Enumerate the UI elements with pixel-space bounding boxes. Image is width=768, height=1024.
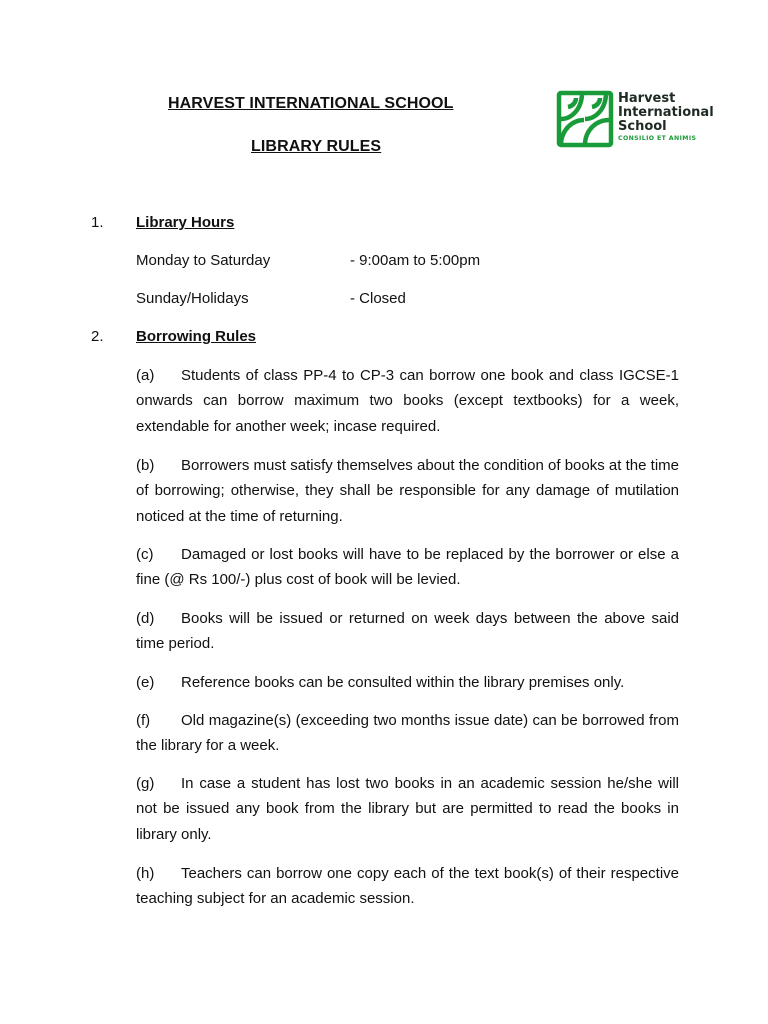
rule-paragraph	[136, 861, 679, 912]
rule-label: (b)	[136, 457, 155, 474]
hours-day-weekdays: Monday to Saturday	[136, 252, 271, 269]
logo-mark-icon	[556, 90, 614, 148]
school-name: HARVEST INTERNATIONAL SCHOOL	[168, 95, 454, 112]
logo-line-1: Harvest	[618, 91, 676, 106]
hours-day-holidays: Sunday/Holidays	[136, 290, 249, 307]
rule-text: Students of class PP-4 to CP-3 can borrow one book and class IGCSE-1 onwards can borrow maximum two books (except textbooks) for a week, extendable for another week; incase required.	[136, 367, 679, 435]
rule-label: (h)	[136, 865, 155, 882]
rule-text: In case a student has lost two books in an academic session he/she will not be issued any book from the library but are permitted to read the books in library only.	[136, 775, 679, 843]
school-logo	[556, 90, 736, 150]
hours-time-holidays: - Closed	[350, 290, 406, 307]
section-number: 1.	[91, 214, 104, 231]
rule-paragraph	[136, 670, 679, 695]
rule-label: (c)	[136, 546, 154, 563]
rule-text: Books will be issued or returned on week days between the above said time period.	[136, 610, 679, 653]
rule-text: Reference books can be consulted within the library premises only.	[181, 674, 625, 691]
section-heading-borrowing-rules: Borrowing Rules	[136, 328, 257, 345]
rule-text: Borrowers must satisfy themselves about the condition of books at the time of borrowing; otherwise, they shall be responsible for any damage of mutilation noticed at the time of returning.	[136, 457, 679, 525]
rule-text: Damaged or lost books will have to be replaced by the borrower or else a fine (@ Rs 100/-) plus cost of book will be levied.	[136, 546, 679, 589]
rule-paragraph	[136, 606, 679, 657]
rule-label: (f)	[136, 712, 151, 729]
rule-label: (d)	[136, 610, 155, 627]
rule-label: (e)	[136, 674, 155, 691]
rule-text: Teachers can borrow one copy each of the text book(s) of their respective teaching subject for an academic session.	[136, 865, 679, 908]
rule-paragraph	[136, 363, 679, 439]
document-title: LIBRARY RULES	[251, 138, 382, 155]
logo-line-3: School	[618, 119, 667, 134]
rule-paragraph	[136, 708, 679, 759]
logo-wordmark	[618, 92, 714, 134]
rule-text: Old magazine(s) (exceeding two months issue date) can be borrowed from the library for a week.	[136, 712, 679, 755]
logo-line-2: International	[618, 105, 714, 120]
rule-label: (a)	[136, 367, 155, 384]
rule-paragraph	[136, 771, 679, 847]
section-number: 2.	[91, 328, 104, 345]
rule-paragraph	[136, 542, 679, 593]
logo-motto: CONSILIO ET ANIMIS	[618, 135, 697, 142]
hours-time-weekdays: - 9:00am to 5:00pm	[350, 252, 481, 269]
section-heading-library-hours: Library Hours	[136, 214, 235, 231]
rule-label: (g)	[136, 775, 155, 792]
rule-paragraph	[136, 453, 679, 529]
